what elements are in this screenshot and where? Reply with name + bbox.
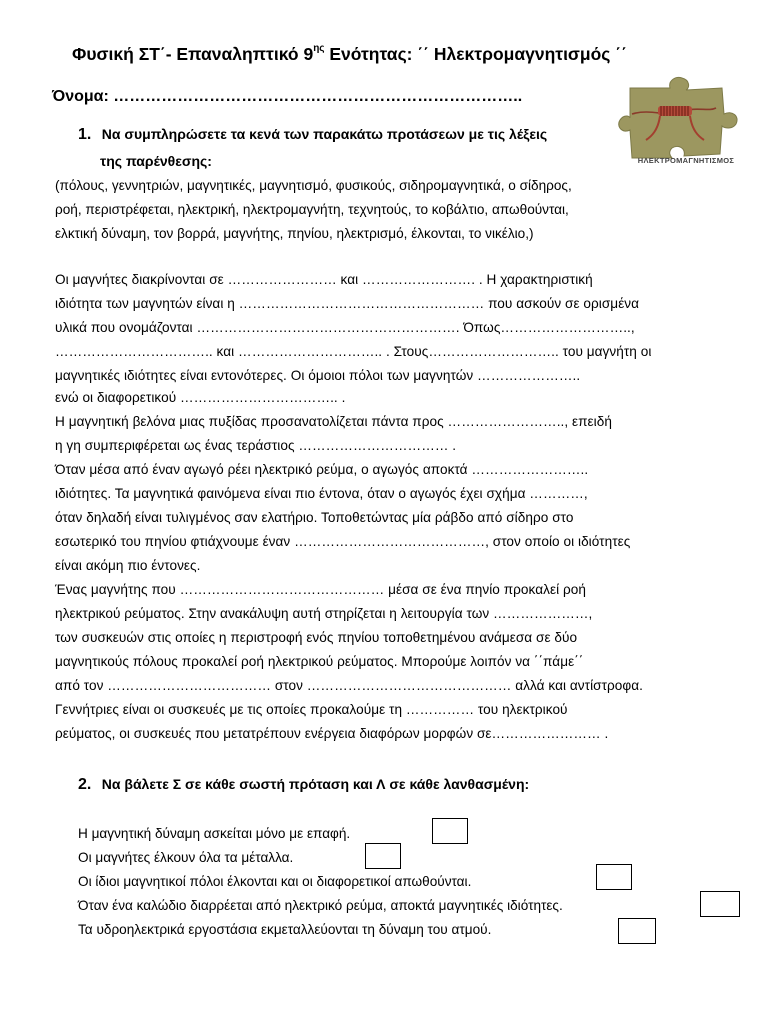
exercise-1-instruction-line1: Να συμπληρώσετε τα κενά των παρακάτω προτάσεων με τις λέξεις — [101, 126, 548, 142]
fill-in-line: υλικά που ονομάζονται …………………………………………………. Όπως……………………….., — [55, 320, 635, 335]
fill-in-line: ενώ οι διαφορετικού …………………………….. . — [55, 390, 346, 405]
exercise-1-instruction-line2: της παρένθεσης: — [100, 153, 212, 169]
exercise-1-number: 1. — [78, 126, 92, 143]
exercise-2-instruction-text: Να βάλετε Σ σε κάθε σωστή πρόταση και Λ σε κάθε λανθασμένη: — [101, 776, 530, 792]
fill-in-line: εσωτερικό του πηνίου φτιάχνουμε έναν ……………………………………, στον οποίο οι ιδιότητες — [55, 534, 631, 549]
fill-in-line: η γη συμπεριφέρεται ως ένας τεράστιος …………………………… . — [55, 438, 457, 453]
word-bank-line: (πόλους, γεννητριών, μαγνητικές, μαγνητισμό, φυσικούς, σιδηρομαγνητικά, ο σίδηρος, — [55, 178, 572, 193]
page-title: Φυσική ΣΤ΄- Επαναληπτικό $9^{\eta\varsigma}$ Ενότητας: ΄΄ Ηλεκτρομαγνητισμός ΄΄ — [72, 43, 627, 64]
fill-in-line: των συσκευών στις οποίες η περιστροφή ενός πηνίου τοποθετημένου ανάμεσα σε δύο — [55, 630, 578, 645]
answer-box[interactable] — [700, 891, 740, 917]
fill-in-line: Όταν μέσα από έναν αγωγό ρέει ηλεκτρικό ρεύμα, ο αγωγός αποκτά …………………….. — [55, 462, 589, 477]
logo-caption: ΗΛΕΚΤΡΟΜΑΓΝΗΤΙΣΜΟΣ — [637, 156, 735, 165]
answer-box[interactable] — [432, 818, 468, 844]
exercise-1-instruction — [78, 126, 547, 144]
title-superscript: ης — [313, 43, 325, 55]
answer-box[interactable] — [618, 918, 656, 944]
fill-in-line: Γεννήτριες είναι οι συσκευές με τις οποίες προκαλούμε τη …………… του ηλεκτρικού — [55, 702, 568, 717]
true-false-statement: Οι μαγνήτες έλκουν όλα τα μέταλλα. — [78, 850, 294, 865]
fill-in-line: ιδιότητες. Τα μαγνητικά φαινόμενα είναι πιο έντονα, όταν ο αγωγός έχει σχήμα …………, — [55, 486, 588, 501]
fill-in-line: όταν δηλαδή είναι τυλιγμένος σαν ελατήριο. Τοποθετώντας μία ράβδο από σίδηρο στο — [55, 510, 574, 525]
fill-in-line: ιδιότητα των μαγνητών είναι η ……………………………………………… που ασκούν σε ορισμένα — [55, 296, 640, 311]
true-false-statement: Όταν ένα καλώδιο διαρρέεται από ηλεκτρικό ρεύμα, αποκτά μαγνητικές ιδιότητες. — [78, 898, 563, 913]
fill-in-line: Η μαγνητική βελόνα μιας πυξίδας προσανατολίζεται πάντα προς …………………….., επειδή — [55, 414, 612, 429]
fill-in-line: μαγνητικές ιδιότητες είναι εντονότερες. Οι όμοιοι πόλοι των μαγνητών ………………….. — [55, 368, 581, 383]
answer-box[interactable] — [596, 864, 632, 890]
true-false-statement: Οι ίδιοι μαγνητικοί πόλοι έλκονται και οι διαφορετικοί απωθούνται. — [78, 874, 472, 889]
fill-in-line: είναι ακόμη πιο έντονες. — [55, 558, 201, 573]
fill-in-line: μαγνητικούς πόλους προκαλεί ροή ηλεκτρικού ρεύματος. Μπορούμε λοιπόν να ΄΄πάμε΄΄ — [55, 654, 584, 669]
exercise-2-instruction — [78, 776, 529, 794]
exercise-2-number: 2. — [78, 776, 92, 793]
true-false-statement: Τα υδροηλεκτρικά εργοστάσια εκμεταλλεύονται τη δύναμη του ατμού. — [78, 922, 492, 937]
word-bank-line: ροή, περιστρέφεται, ηλεκτρική, ηλεκτρομαγνήτη, τεχνητούς, το κοβάλτιο, απωθούνται, — [55, 202, 569, 217]
answer-box[interactable] — [365, 843, 401, 869]
fill-in-line: Οι μαγνήτες διακρίνονται σε …………………… και ……………………. . Η χαρακτηριστική — [55, 272, 593, 287]
word-bank-line: ελκτική δύναμη, τον βορρά, μαγνήτης, πηνίου, ηλεκτρισμό, έλκονται, το νικέλιο,) — [55, 226, 534, 241]
fill-in-line: ρεύματος, οι συσκευές που μετατρέπουν ενέργεια διαφόρων μορφών σε…………………… . — [55, 726, 609, 741]
name-line: Όνομα: ………………………………………………………………….. — [52, 88, 523, 105]
fill-in-line: από τον ……………………………… στον ……………………………………… αλλά και αντίστροφα. — [55, 678, 643, 693]
fill-in-line: ηλεκτρικού ρεύματος. Στην ανακάλυψη αυτή στηρίζεται η λειτουργία των …………………, — [55, 606, 593, 621]
fill-in-line: …………………………….. και ………………………….. . Στους……………………….. του μαγνήτη οι — [55, 344, 652, 359]
true-false-statement: Η μαγνητική δύναμη ασκείται μόνο με επαφή. — [78, 826, 351, 841]
fill-in-line: Ένας μαγνήτης που ……………………………………… μέσα σε ένα πηνίο προκαλεί ροή — [55, 582, 586, 597]
